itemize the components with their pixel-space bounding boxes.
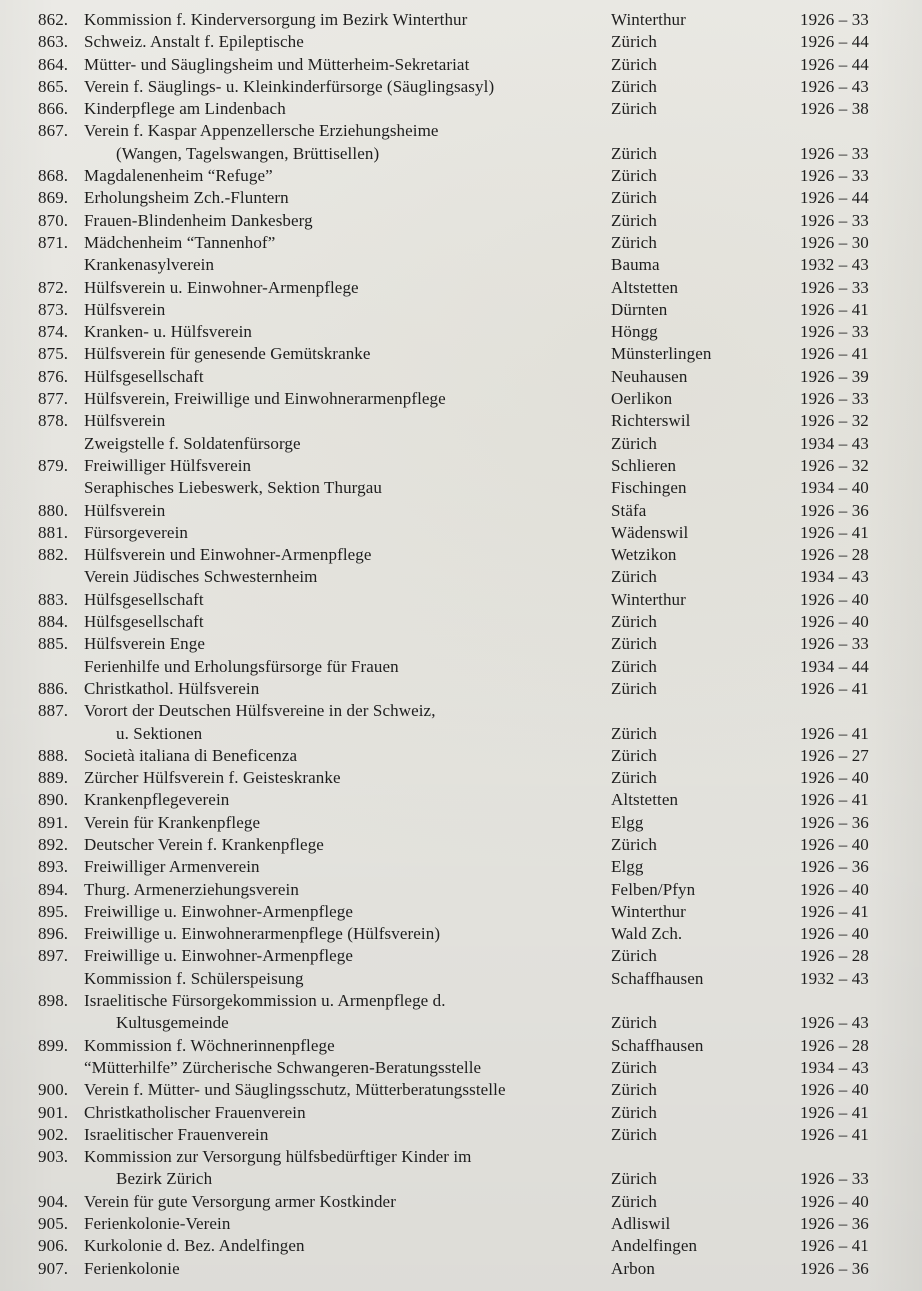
org-name: Hülfsverein [84,411,166,431]
org-years: 1934 – 43 [800,567,869,587]
org-years: 1934 – 40 [800,478,869,498]
org-name: Hülfsverein Enge [84,634,206,654]
row-number: 892. [38,834,69,854]
org-name: Bezirk Zürich [116,1169,213,1189]
table-row [38,1235,922,1257]
table-row [38,299,922,321]
row-number: 903. [38,1147,69,1167]
org-place: Zürich [611,567,657,587]
org-name: Frauen-Blindenheim Dankesberg [84,210,313,230]
table-row [38,477,922,499]
table-row [38,856,922,878]
org-years: 1926 – 28 [800,1035,869,1055]
table-row [38,31,922,53]
org-place: Zürich [611,54,657,74]
org-name: Freiwilliger Hülfsverein [84,455,252,475]
row-number: 878. [38,411,69,431]
org-name: Hülfsverein [84,299,166,319]
org-place: Wald Zch. [611,924,683,944]
table-row [38,633,922,655]
org-place: Zürich [611,946,657,966]
org-place: Elgg [611,812,644,832]
table-row [38,611,922,633]
table-row [38,455,922,477]
org-name: Zürcher Hülfsverein f. Geisteskranke [84,768,341,788]
org-years: 1926 – 33 [800,389,869,409]
org-years: 1926 – 41 [800,1102,869,1122]
table-row [38,789,922,811]
org-name: Freiwillige u. Einwohner-Armenpflege [84,901,354,921]
org-place: Zürich [611,166,657,186]
org-name: Ferienkolonie-Verein [84,1214,231,1234]
row-number: 884. [38,612,69,632]
row-number: 873. [38,299,69,319]
table-row [38,1079,922,1101]
org-years: 1926 – 33 [800,277,869,297]
org-years: 1932 – 43 [800,255,869,275]
table-row [38,500,922,522]
table-row [38,1191,922,1213]
table-row [38,678,922,700]
org-name: Deutscher Verein f. Krankenpflege [84,834,324,854]
org-name: Mädchenheim “Tannenhof” [84,232,276,252]
table-row [38,767,922,789]
table-row [38,923,922,945]
org-years: 1926 – 36 [800,857,869,877]
row-number: 872. [38,277,69,297]
org-years: 1934 – 44 [800,656,869,676]
org-place: Zürich [611,723,657,743]
row-number: 885. [38,634,69,654]
table-row [38,366,922,388]
table-row [38,9,922,31]
org-years: 1926 – 36 [800,1214,869,1234]
row-number: 875. [38,344,69,364]
table-row [38,1258,922,1280]
row-number: 883. [38,589,69,609]
row-number: 862. [38,10,69,29]
row-number: 880. [38,500,69,520]
org-years: 1926 – 33 [800,322,869,342]
row-number: 905. [38,1214,69,1234]
org-name: Ferienkolonie [84,1258,180,1278]
org-years: 1926 – 44 [800,32,869,52]
row-number: 901. [38,1102,69,1122]
row-number: 869. [38,188,69,208]
org-place: Zürich [611,612,657,632]
table-row [38,76,922,98]
table-row [38,745,922,767]
row-number: 899. [38,1035,69,1055]
row-number: 874. [38,322,69,342]
org-place: Elgg [611,857,644,877]
org-years: 1926 – 40 [800,879,869,899]
table-row [38,879,922,901]
org-place: Winterthur [611,589,686,609]
org-place: Zürich [611,1169,657,1189]
row-number: 893. [38,857,69,877]
org-name: Schweiz. Anstalt f. Epileptische [84,32,304,52]
row-number: 902. [38,1124,69,1144]
org-name: Hülfsverein und Einwohner-Armenpflege [84,545,372,565]
org-name: Freiwillige u. Einwohnerarmenpflege (Hülfsverein) [84,924,441,944]
table-row [38,143,922,165]
table-row [38,165,922,187]
org-name: Israelitische Fürsorgekommission u. Armenpflege d. [84,991,446,1011]
table-row [38,54,922,76]
table-row [38,343,922,365]
org-place: Zürich [611,834,657,854]
org-place: Fischingen [611,478,687,498]
table-row [38,700,922,722]
org-name: Freiwilliger Armenverein [84,857,260,877]
org-years: 1926 – 36 [800,812,869,832]
org-place: Altstetten [611,277,679,297]
org-name: Kommission zur Versorgung hülfsbedürftiger Kinder im [84,1147,472,1167]
org-years: 1926 – 38 [800,99,869,119]
org-place: Winterthur [611,901,686,921]
org-name: Hülfsgesellschaft [84,589,204,609]
org-name: Erholungsheim Zch.-Fluntern [84,188,289,208]
org-years: 1926 – 41 [800,1124,869,1144]
org-name: Kinderpflege am Lindenbach [84,99,286,119]
table-row [38,232,922,254]
org-name: Krankenpflegeverein [84,790,230,810]
org-name: Verein f. Mütter- und Säuglingsschutz, Mütterberatungsstelle [84,1080,506,1100]
org-name: Verein für gute Versorgung armer Kostkinder [84,1191,396,1211]
org-years: 1926 – 41 [800,790,869,810]
row-number: 871. [38,232,69,252]
org-place: Wädenswil [611,522,689,542]
row-number: 894. [38,879,69,899]
org-place: Stäfa [611,500,647,520]
table-row [38,812,922,834]
org-name: Verein für Krankenpflege [84,812,261,832]
org-place: Arbon [611,1258,655,1278]
row-number: 887. [38,701,69,721]
table-row [38,1012,922,1034]
table-row [38,1124,922,1146]
table-row [38,723,922,745]
row-number: 866. [38,99,69,119]
org-place: Schlieren [611,455,677,475]
org-years: 1926 – 33 [800,10,869,29]
org-years: 1926 – 43 [800,76,869,96]
row-number: 906. [38,1236,69,1256]
org-place: Zürich [611,99,657,119]
org-years: 1926 – 44 [800,54,869,74]
table-row [38,1213,922,1235]
org-place: Höngg [611,322,658,342]
row-number: 870. [38,210,69,230]
org-years: 1926 – 40 [800,924,869,944]
table-row [38,1168,922,1190]
org-place: Zürich [611,1124,657,1144]
row-number: 889. [38,768,69,788]
row-number: 877. [38,389,69,409]
org-name: “Mütterhilfe” Zürcherische Schwangeren-Beratungsstelle [84,1057,482,1077]
org-place: Zürich [611,1057,657,1077]
table-row [38,901,922,923]
org-years: 1926 – 41 [800,723,869,743]
org-place: Zürich [611,634,657,654]
org-place: Zürich [611,1013,657,1033]
org-name: Mütter- und Säuglingsheim und Mütterheim-Sekretariat [84,54,470,74]
row-number: 900. [38,1080,69,1100]
org-place: Oerlikon [611,389,673,409]
org-place: Andelfingen [611,1236,698,1256]
org-name: Freiwillige u. Einwohner-Armenpflege [84,946,354,966]
table-row [38,1057,922,1079]
org-place: Zürich [611,1191,657,1211]
row-number: 896. [38,924,69,944]
org-place: Zürich [611,433,657,453]
org-years: 1926 – 41 [800,299,869,319]
org-name: Hülfsgesellschaft [84,366,204,386]
org-years: 1926 – 41 [800,678,869,698]
org-name: u. Sektionen [116,723,203,743]
org-name: Kultusgemeinde [116,1013,229,1033]
org-place: Schaffhausen [611,968,704,988]
org-place: Zürich [611,76,657,96]
table-row [38,1102,922,1124]
table-row [38,566,922,588]
org-years: 1926 – 33 [800,210,869,230]
org-place: Richterswil [611,411,691,431]
table-row [38,254,922,276]
org-years: 1926 – 30 [800,232,869,252]
org-name: Zweigstelle f. Soldatenfürsorge [84,433,301,453]
org-place: Zürich [611,32,657,52]
org-name: Kurkolonie d. Bez. Andelfingen [84,1236,305,1256]
org-name: Verein f. Säuglings- u. Kleinkinderfürsorge (Säuglingsasyl) [84,76,495,96]
table-row [38,410,922,432]
row-number: 904. [38,1191,69,1211]
org-place: Felben/Pfyn [611,879,696,899]
org-name: Hülfsgesellschaft [84,612,204,632]
table-row [38,522,922,544]
row-number: 891. [38,812,69,832]
org-years: 1926 – 33 [800,166,869,186]
org-name: Hülfsverein u. Einwohner-Armenpflege [84,277,359,297]
org-place: Neuhausen [611,366,688,386]
org-name: Kommission f. Wöchnerinnenpflege [84,1035,335,1055]
org-years: 1926 – 40 [800,1191,869,1211]
row-number: 867. [38,121,69,141]
table-row [38,656,922,678]
org-place: Winterthur [611,10,686,29]
org-years: 1926 – 43 [800,1013,869,1033]
org-name: Israelitischer Frauenverein [84,1124,269,1144]
org-place: Zürich [611,745,657,765]
row-number: 865. [38,76,69,96]
org-years: 1926 – 33 [800,634,869,654]
org-years: 1926 – 28 [800,946,869,966]
org-years: 1926 – 40 [800,1080,869,1100]
org-years: 1926 – 28 [800,545,869,565]
org-name: Verein f. Kaspar Appenzellersche Erziehungsheime [84,121,439,141]
row-number: 881. [38,522,69,542]
table-row [38,544,922,566]
org-place: Zürich [611,678,657,698]
org-place: Zürich [611,656,657,676]
org-name: Kommission f. Kinderversorgung im Bezirk Winterthur [84,10,468,29]
org-name: Krankenasylverein [84,255,215,275]
org-name: Società italiana di Beneficenza [84,745,298,765]
row-number: 897. [38,946,69,966]
org-years: 1926 – 32 [800,411,869,431]
org-name: Hülfsverein, Freiwillige und Einwohnerarmenpflege [84,389,446,409]
org-years: 1934 – 43 [800,1057,869,1077]
org-place: Wetzikon [611,545,677,565]
table-row [38,321,922,343]
org-years: 1926 – 40 [800,834,869,854]
org-place: Schaffhausen [611,1035,704,1055]
row-number: 888. [38,745,69,765]
org-place: Zürich [611,143,657,163]
org-years: 1926 – 41 [800,901,869,921]
org-place: Zürich [611,232,657,252]
row-number: 895. [38,901,69,921]
org-years: 1926 – 33 [800,1169,869,1189]
table-row [38,388,922,410]
register-list [38,9,922,1280]
org-years: 1934 – 43 [800,433,869,453]
row-number: 890. [38,790,69,810]
org-place: Zürich [611,1080,657,1100]
org-years: 1926 – 39 [800,366,869,386]
org-name: Magdalenenheim “Refuge” [84,166,273,186]
table-row [38,187,922,209]
table-row [38,1035,922,1057]
org-years: 1926 – 44 [800,188,869,208]
org-name: Kranken- u. Hülfsverein [84,322,252,342]
org-years: 1926 – 27 [800,745,869,765]
row-number: 882. [38,545,69,565]
org-place: Zürich [611,1102,657,1122]
org-years: 1926 – 41 [800,522,869,542]
org-place: Altstetten [611,790,679,810]
org-years: 1926 – 41 [800,344,869,364]
org-place: Zürich [611,768,657,788]
row-number: 907. [38,1258,69,1278]
table-row [38,210,922,232]
row-number: 876. [38,366,69,386]
org-name: (Wangen, Tagelswangen, Brüttisellen) [116,143,380,163]
org-years: 1926 – 41 [800,1236,869,1256]
table-row [38,945,922,967]
org-place: Dürnten [611,299,668,319]
org-name: Hülfsverein [84,500,166,520]
row-number: 868. [38,166,69,186]
row-number: 898. [38,991,69,1011]
org-years: 1926 – 33 [800,143,869,163]
table-row [38,433,922,455]
org-years: 1926 – 36 [800,500,869,520]
row-number: 864. [38,54,69,74]
org-years: 1932 – 43 [800,968,869,988]
org-name: Verein Jüdisches Schwesternheim [84,567,318,587]
org-name: Thurg. Armenerziehungsverein [84,879,299,899]
table-row [38,990,922,1012]
org-years: 1926 – 40 [800,768,869,788]
row-number: 863. [38,32,69,52]
org-name: Seraphisches Liebeswerk, Sektion Thurgau [84,478,382,498]
org-place: Adliswil [611,1214,671,1234]
org-years: 1926 – 40 [800,612,869,632]
table-row [38,120,922,142]
org-name: Christkathol. Hülfsverein [84,678,260,698]
table-row [38,834,922,856]
org-years: 1926 – 36 [800,1258,869,1278]
org-name: Christkatholischer Frauenverein [84,1102,306,1122]
table-row [38,277,922,299]
org-name: Ferienhilfe und Erholungsfürsorge für Frauen [84,656,399,676]
org-name: Hülfsverein für genesende Gemütskranke [84,344,371,364]
org-place: Münsterlingen [611,344,712,364]
org-place: Zürich [611,188,657,208]
org-years: 1926 – 40 [800,589,869,609]
org-name: Vorort der Deutschen Hülfsvereine in der Schweiz, [84,701,436,721]
org-name: Kommission f. Schülerspeisung [84,968,304,988]
org-name: Fürsorgeverein [84,522,189,542]
table-row [38,589,922,611]
row-number: 886. [38,678,69,698]
table-row [38,98,922,120]
org-years: 1926 – 32 [800,455,869,475]
row-number: 879. [38,455,69,475]
table-row [38,1146,922,1168]
table-row [38,968,922,990]
org-place: Zürich [611,210,657,230]
org-place: Bauma [611,255,660,275]
